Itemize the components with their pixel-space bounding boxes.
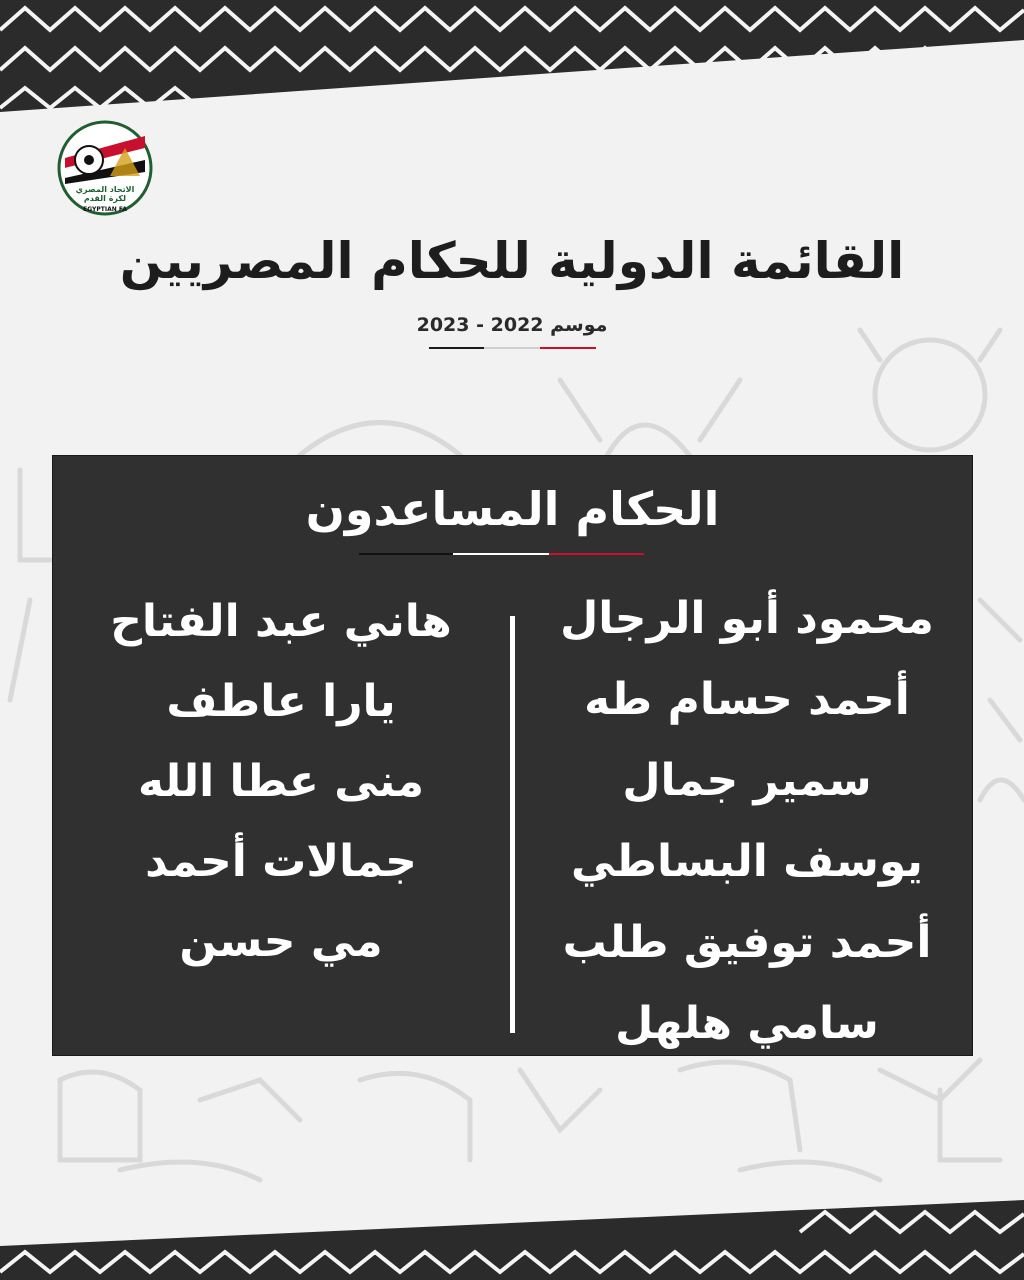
referee-name: هاني عبد الفتاح: [110, 596, 452, 647]
panel-underline-red: [549, 553, 644, 555]
panel-underline-black: [359, 553, 453, 555]
left-names-column: [81, 582, 481, 982]
egyptian-fa-logo: [55, 118, 155, 218]
referee-name: محمود أبو الرجال: [560, 593, 934, 644]
panel-underline-white: [453, 553, 549, 555]
referee-name: أحمد حسام طه: [584, 674, 910, 725]
right-names-column: [537, 578, 957, 1064]
page-title: القائمة الدولية للحكام المصريين: [119, 232, 905, 290]
logo-text-en: EGYPTIAN FA: [83, 206, 127, 213]
logo-text-ar-1: الاتحاد المصري: [75, 185, 135, 194]
season-underline-white: [484, 347, 540, 349]
referee-name: منى عطا الله: [137, 756, 425, 807]
referee-name: جمالات أحمد: [145, 836, 417, 887]
logo-text-ar-2: لكرة القدم: [83, 194, 127, 203]
season-label: موسم 2022 - 2023: [416, 314, 608, 336]
egyptian-fa-crest-icon: [55, 118, 155, 218]
referee-name: سمير جمال: [622, 755, 872, 806]
referee-name: أحمد توفيق طلب: [562, 917, 932, 968]
column-divider: [510, 616, 515, 1033]
assistant-referees-panel: [52, 455, 973, 1056]
referee-name: مي حسن: [179, 916, 383, 967]
panel-title: الحكام المساعدون: [305, 482, 720, 536]
season-underline-black: [429, 347, 484, 349]
season-underline-red: [540, 347, 596, 349]
referee-name: يارا عاطف: [166, 676, 396, 727]
referee-name: سامي هلهل: [615, 998, 879, 1049]
referee-name: يوسف البساطي: [571, 836, 923, 887]
